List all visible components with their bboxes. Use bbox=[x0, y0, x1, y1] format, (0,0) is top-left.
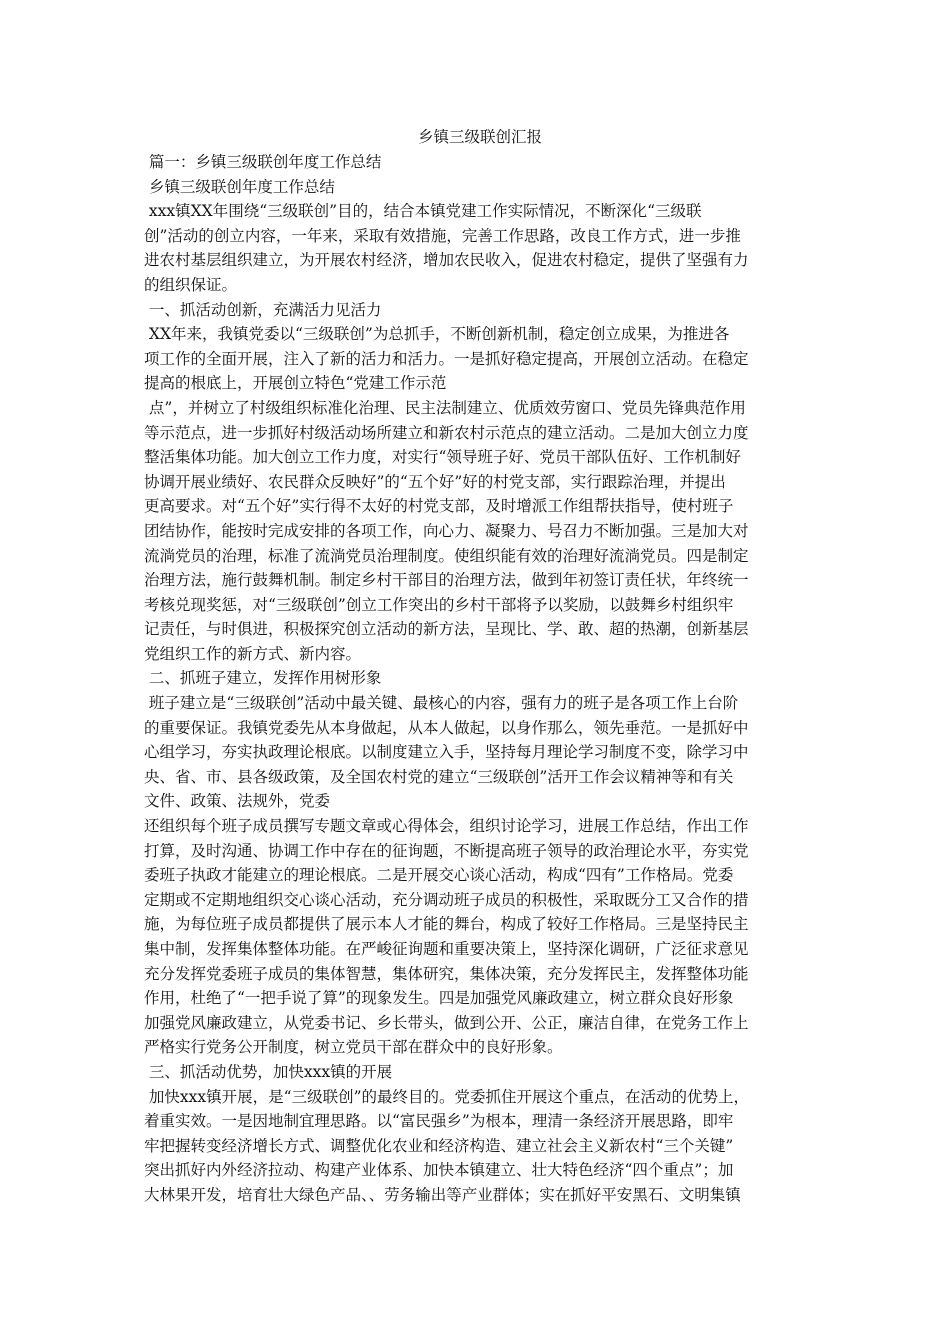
document-line: 治理方法，施行鼓舞机制。制定乡村干部目的治理方法，做到年初签订责任状，年终统一 bbox=[144, 571, 749, 590]
document-line: 更高要求。对“五个好”实行得不太好的村党支部，及时增派工作组帮扶指导，使村班子 bbox=[144, 497, 734, 516]
document-line: 大林果开发，培育壮大绿色产品、、劳务输出等产业群体；实在抓好平安黑石、文明集镇 bbox=[144, 1185, 741, 1204]
document-line: 充分发挥党委班子成员的集体智慧，集体研究，集体决策，充分发挥民主，发挥整体功能 bbox=[144, 964, 749, 983]
document-line: 集中制，发挥集体整体功能。在严峻征询题和重要决策上，坚持深化调研，广泛征求意见 bbox=[144, 940, 749, 958]
document-line: 心组学习，夯实执政理论根底。以制度建立入手，坚持每月理论学习制度不变，除学习中 bbox=[144, 743, 749, 762]
document-line: 篇一：乡镇三级联创年度工作总结 bbox=[144, 153, 382, 171]
document-line: 打算，及时沟通、协调工作中存在的征询题，不断提高班子领导的政治理论水平，夯实党 bbox=[144, 841, 749, 860]
document-line: 委班子执政才能建立的理论根底。二是开展交心谈心活动，构成“四有”工作格局。党委 bbox=[144, 866, 734, 885]
document-line: 还组织每个班子成员撰写专题文章或心得体会，组织讨论学习，进展工作总结，作出工作 bbox=[144, 817, 749, 836]
document-line: 党组织工作的新方式、新内容。 bbox=[144, 644, 362, 663]
document-line: 牢把握转变经济增长方式、调整优化农业和经济构造、建立社会主义新农村“三个关键” bbox=[144, 1136, 734, 1155]
document-line: 严格实行党务公开制度，树立党员干部在群众中的良好形象。 bbox=[144, 1038, 563, 1057]
document-page bbox=[144, 124, 812, 1208]
document-line: 等示范点，进一步抓好村级活动场所建立和新农村示范点的建立活动。二是加大创立力度 bbox=[144, 423, 749, 442]
document-title: 乡镇三级联创汇报 bbox=[417, 128, 542, 146]
document-line: 班子建立是“三级联创”活动中最关键、最核心的内容，强有力的班子是各项工作上台阶 bbox=[144, 694, 739, 713]
document-line: 提高的根底上，开展创立特色“党建工作示范 bbox=[144, 374, 447, 393]
document-line: 协调开展业绩好、农民群众反映好”的“五个好”好的村党支部，实行跟踪治理，并提出 bbox=[144, 472, 726, 491]
document-line: 突出抓好内外经济拉动、构建产业体系、加快本镇建立、壮大特色经济“四个重点”；加 bbox=[144, 1161, 734, 1180]
document-line: 央、省、市、县各级政策，及全国农村党的建立“三级联创”活开工作会议精神等和有关 bbox=[144, 767, 734, 786]
document-line: 的组织保证。 bbox=[144, 275, 238, 294]
document-line: 的重要保证。我镇党委先从本身做起，从本人做起，以身作那么，领先垂范。一是抓好中 bbox=[144, 718, 749, 737]
document-line: 团结协作，能按时完成安排的各项工作，向心力、凝聚力、号召力不断加强。三是加大对 bbox=[144, 521, 749, 540]
document-line: 乡镇三级联创年度工作总结 bbox=[144, 177, 335, 196]
document-line: 项工作的全面开展，注入了新的活力和活力。一是抓好稳定提高，开展创立活动。在稳定 bbox=[144, 349, 749, 368]
document-line: 作用，杜绝了“一把手说了算”的现象发生。四是加强党风廉政建立，树立群众良好形象 bbox=[144, 989, 734, 1008]
document-body bbox=[144, 150, 812, 1208]
document-line: 加快xxx镇开展，是“三级联创”的最终目的。党委抓住开展这个重点，在活动的优势上， bbox=[144, 1087, 750, 1106]
document-line: 定期或不定期地组织交心谈心活动，充分调动班子成员的积极性，采取既分工又合作的措 bbox=[144, 890, 749, 909]
document-line: 施，为每位班子成员都提供了展示本人才能的舞台，构成了较好工作格局。三是坚持民主 bbox=[144, 915, 749, 934]
document-line: 进农村基层组织建立，为开展农村经济，增加农民收入，促进农村稳定，提供了坚强有力 bbox=[144, 251, 749, 270]
document-line: 创”活动的创立内容，一年来，采取有效措施，完善工作思路，改良工作方式，进一步推 bbox=[144, 226, 741, 245]
document-line: xxx镇XX年围绕“三级联创”目的，结合本镇党建工作实际情况，不断深化“三级联 bbox=[144, 202, 702, 221]
document-line: 文件、政策、法规外，党委 bbox=[144, 792, 331, 811]
document-line: 考核兑现奖惩，对“三级联创”创立工作突出的乡村干部将予以奖励，以鼓舞乡村组织牢 bbox=[144, 595, 734, 614]
document-line: 整活集体功能。加大创立工作力度，对实行“领导班子好、党员干部队伍好、工作机制好 bbox=[144, 448, 741, 467]
document-line: 记责任，与时俱进，积极探究创立活动的新方法，呈现比、学、敢、超的热潮，创新基层 bbox=[144, 620, 749, 639]
document-line: 加强党风廉政建立，从党委书记、乡长带头，做到公开、公正，廉洁自律，在党务工作上 bbox=[144, 1013, 749, 1032]
document-line: 流淌党员的治理，标准了流淌党员治理制度。使组织能有效的治理好流淌党员。四是制定 bbox=[144, 546, 749, 565]
document-line: 点”，并树立了村级组织标准化治理、民主法制建立、优质效劳窗口、党员先锋典范作用 bbox=[144, 398, 746, 417]
document-line: 着重实效。一是因地制宜理思路。以“富民强乡”为根本，理清一条经济开展思路，即牢 bbox=[144, 1112, 734, 1131]
document-line: 二、抓班子建立，发挥作用树形象 bbox=[144, 669, 382, 688]
document-line: 三、抓活动优势，加快xxx镇的开展 bbox=[144, 1062, 393, 1081]
document-line: 一、抓活动创新，充满活力见活力 bbox=[144, 300, 382, 319]
document-line: XX年来，我镇党委以“三级联创”为总抓手，不断创新机制，稳定创立成果，为推进各 bbox=[144, 325, 730, 344]
